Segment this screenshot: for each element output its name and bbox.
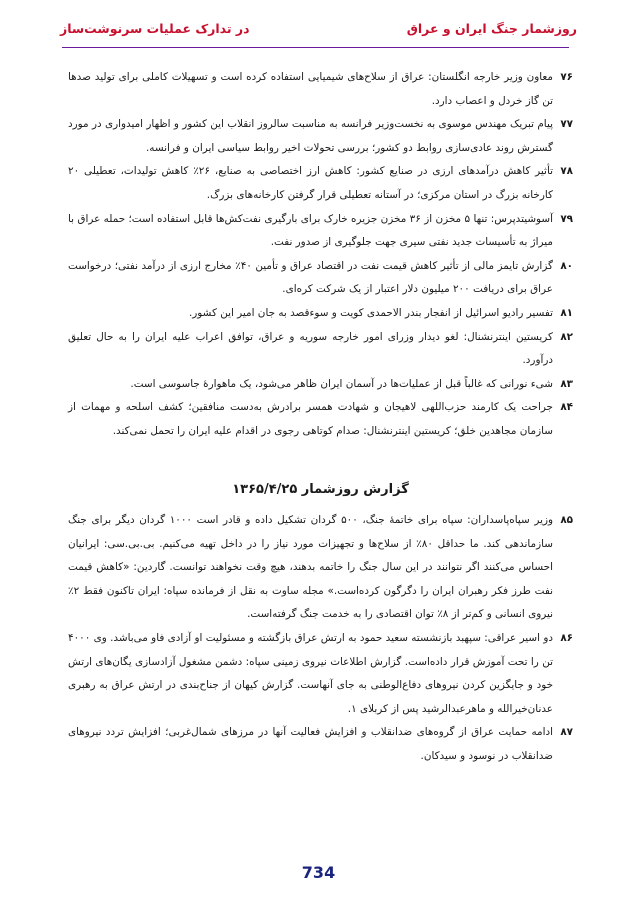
entry-item bbox=[68, 113, 573, 160]
entry-number: ۷۹ bbox=[560, 212, 573, 225]
entry-item bbox=[68, 627, 573, 721]
entry-item bbox=[68, 326, 573, 373]
page-number: 734 bbox=[301, 863, 336, 882]
entry-number: ۷۷ bbox=[560, 118, 573, 131]
entries-list-a bbox=[68, 66, 573, 444]
entry-item bbox=[68, 302, 573, 326]
header-chapter-title: در تدارک عملیات سرنوشت‌ساز bbox=[60, 20, 250, 36]
entry-number: ۸۶ bbox=[560, 632, 573, 645]
section-title: گزارش روزشمار ۱۳۶۵/۴/۲۵ bbox=[232, 481, 409, 497]
entry-number: ۸۲ bbox=[560, 330, 573, 343]
entry-text: آسوشیتدپرس: تنها ۵ مخزن از ۳۶ مخزن جزیره خارک برای بارگیری نفت‌کش‌ها قابل استفاده است؛ حمله عراق با میراژ به تأسیسات جدید نفتی سیری جهت جلوگیری از صدور نفت. bbox=[68, 212, 554, 249]
entry-text: معاون وزیر خارجه انگلستان: عراق از سلاح‌های شیمیایی استفاده کرده است و تسهیلات کاملی برای تولید صدها تن گاز خردل و اعصاب دارد. bbox=[68, 71, 553, 107]
entry-text: تفسیر رادیو اسرائیل از انفجار بندر الاحمدی کویت و سوءقصد به جان امیر این کشور. bbox=[188, 306, 553, 319]
entry-item bbox=[68, 255, 573, 302]
entry-number: ۸۰ bbox=[560, 259, 573, 272]
entry-text: پیام تبریک مهندس موسوی به نخست‌وزیر فرانسه به مناسبت سالروز انقلاب این کشور و اظهار امیدواری در مورد گسترش روند عادی‌سازی روابط دو کشور؛ بررسی تحولات اخیر روابط سیاسی ایران و فرانسه. bbox=[68, 118, 553, 154]
entry-item bbox=[68, 396, 573, 443]
entry-text: دو اسیر عراقی: سپهبد بازنشسته سعید حمود به ارتش عراق بازگشته و مسئولیت او آزادی فاو می‌باشد. وی ۴۰۰۰ تن را تحت آموزش قرار داده‌است. گزارش اطلاعات نیروی زمینی سپاه: دشمن مشغول آزادسازی یگان‌های ارتش خود و جایگزین کردن نیروهای دفاع‌الوطنی به جای آنهاست. گزارش کیهان از جناح‌بندی در ارتش عراق به رهبری عدنان‌خیرالله و ماهرعبدالرشید پس از کربلای ۱. bbox=[68, 632, 553, 715]
entry-item bbox=[68, 66, 573, 113]
entry-number: ۸۱ bbox=[560, 306, 573, 319]
entry-item bbox=[68, 721, 573, 768]
entry-text: جراحت یک کارمند حزب‌اللهی لاهیجان و شهادت همسر برادرش به‌دست منافقین؛ کشف اسلحه و مهمات از سازمان مجاهدین خلق؛ کریستین اینترنشنال: صدام کوتاهی رجوی در اقدام علیه ایران را تحمل نمی‌کند. bbox=[68, 401, 553, 437]
entry-number: ۸۵ bbox=[560, 514, 573, 527]
entry-text: وزیر سپاه‌پاسداران: سپاه برای خاتمهٔ جنگ، ۵۰۰ گردان تشکیل داده و قادر است ۱۰۰۰ گردان دیگر برای جنگ سازماندهی کند. ما حداقل ۸۰٪ از سلاح‌ها و تجهیزات مورد نیاز را در داخل تهیه می‌کنیم. بی.بی.سی: ایرانیان احساس می‌کنند اگر نتوانند در این سال جنگ را خاتمه بدهند، هیچ وقت نخواهند توانست. گاردین: «کاهش قیمت نفت طرز فکر رهبران ایران را دگرگون کرده‌است.» مجله ساوت به نقل از فرمانده سپاه: ایران تاکنون فقط ۲٪ نیروی انسانی و کم‌تر از ۸٪ توان اقتصادی را به خدمت جنگ گرفته‌است. bbox=[68, 514, 554, 621]
entry-text: ادامه حمایت عراق از گروه‌های ضدانقلاب و افزایش فعالیت آنها در مرزهای شمال‌غربی؛ افزایش تردد نیروهای ضدانقلاب در نوسود و سیدکان. bbox=[68, 726, 553, 763]
entry-item bbox=[68, 373, 573, 397]
entry-number: ۷۶ bbox=[560, 71, 573, 83]
entry-number: ۸۷ bbox=[560, 726, 573, 739]
header-rule bbox=[62, 47, 569, 48]
entry-item bbox=[68, 160, 573, 207]
entry-item bbox=[68, 509, 573, 627]
running-header bbox=[60, 16, 577, 40]
entry-text: شیء نورانی که غالباً قبل از عملیات‌ها در آسمان ایران ظاهر می‌شود، یک ماهوارهٔ جاسوسی است. bbox=[130, 377, 553, 390]
entry-number: ۷۸ bbox=[560, 165, 573, 178]
entry-number: ۸۴ bbox=[560, 401, 573, 414]
entries-list-b bbox=[68, 509, 573, 769]
header-book-title: روزشمار جنگ ایران و عراق bbox=[406, 20, 577, 36]
entry-text: کریستین اینترنشنال: لغو دیدار وزرای امور خارجه سوریه و عراق، توافق اعراب علیه ایران را به حال تعلیق درآورد. bbox=[68, 330, 553, 367]
entry-text: گزارش تایمز مالی از تأثیر کاهش قیمت نفت در اقتصاد عراق و تأمین ۴۰٪ مخارج ارزی از درآمد نفتی؛ درخواست عراق برای دریافت ۲۰۰ میلیون دلار اعتبار از یک شرکت کره‌ای. bbox=[68, 259, 553, 296]
entry-item bbox=[68, 208, 573, 255]
entry-text: تأثیر کاهش درآمدهای ارزی در صنایع کشور: کاهش ارز اختصاصی به صنایع، ۲۶٪ کاهش تولیدات، تعطیلی ۲۰ کارخانه بزرگ در استان مرکزی؛ در آستانه تعطیلی قرار گرفتن کارخانه‌های بزرگ. bbox=[68, 165, 554, 201]
entries-container bbox=[68, 66, 573, 769]
entry-number: ۸۳ bbox=[560, 377, 573, 390]
